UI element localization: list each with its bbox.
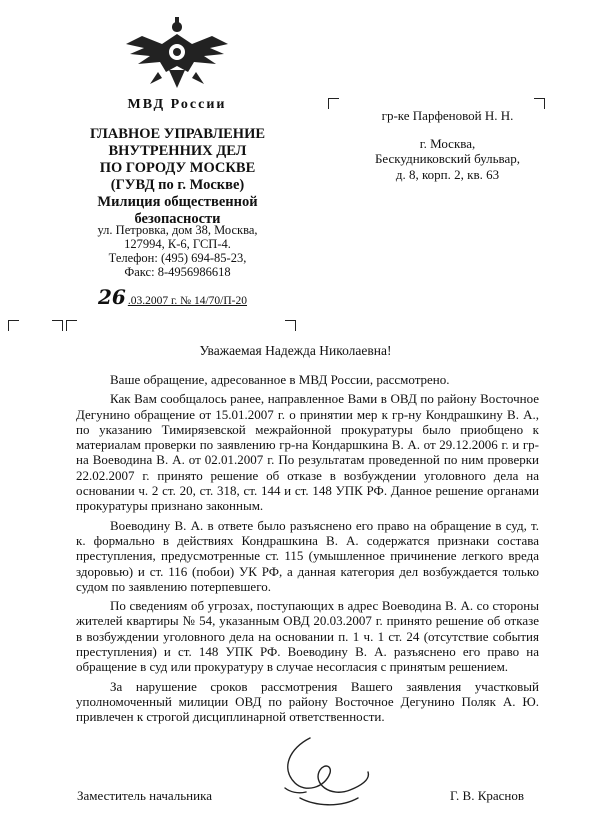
address-line: 127994, К-6, ГСП-4. (124, 237, 231, 251)
handwritten-signature (270, 728, 380, 818)
address-line: Факс: 8-4956986618 (124, 265, 231, 279)
letter-body (76, 372, 539, 725)
corner-mark-icon (8, 320, 19, 331)
paragraph: По сведениям об угрозах, поступающих в адрес Воеводина В. А. со стороны жителей квартиры № 54, указанным ОВД 20.03.2007 г. принято решение об отказе в возбуждении уголовного дела на основании п. 1 ч. 1 ст. 24 (отсутствие события преступления) и ст. 148 УПК РФ. Воеводину В. А. разъяснено его право на обращение в суд или прокуратуру в случае несогласия с принятым решением. (76, 598, 539, 675)
corner-mark-icon (66, 320, 77, 331)
eagle-emblem-icon (122, 14, 232, 94)
department-block (60, 126, 295, 228)
recipient-address-line: д. 8, корп. 2, кв. 63 (395, 166, 500, 182)
signatory-title: Заместитель начальника (77, 788, 212, 803)
department-line: ВНУТРЕННИХ ДЕЛ (108, 143, 247, 159)
handwritten-date: 26 (98, 285, 126, 309)
recipient-name: гр-ке Парфеновой Н. Н. (381, 108, 514, 123)
agency-title: МВД России (127, 97, 227, 112)
department-line: (ГУВД по г. Москве) (110, 177, 245, 193)
department-line: ПО ГОРОДУ МОСКВЕ (99, 160, 256, 176)
date-and-number: .03.2007 г. № 14/70/П-20 (127, 295, 248, 307)
paragraph: За нарушение сроков рассмотрения Вашего заявления участковый уполномоченный милиции ОВД по району Восточное Дегунино Поляк А. Ю. привлечен к строгой дисциплинарной ответственности. (76, 678, 539, 725)
salutation: Уважаемая Надежда Николаевна! (199, 343, 392, 358)
corner-mark-icon (285, 320, 296, 331)
reference-line (98, 285, 298, 309)
recipient-address-line: г. Москва, (419, 135, 476, 151)
signatory-name: Г. В. Краснов (450, 788, 525, 803)
address-line: Телефон: (495) 694-85-23, (108, 251, 247, 265)
recipient-address-line: Бескудниковский бульвар, (374, 151, 521, 166)
recipient-block (330, 108, 565, 182)
address-line: ул. Петровка, дом 38, Москва, (97, 223, 258, 237)
letterhead-address (60, 223, 295, 279)
department-line: безопасности (134, 211, 221, 227)
department-line: Милиция общественной (97, 194, 258, 210)
corner-mark-icon (52, 320, 63, 331)
paragraph: Ваше обращение, адресованное в МВД России, рассмотрено. (110, 372, 450, 387)
paragraph: Воеводину В. А. в ответе было разъяснено его право на обращение в суд, т. к. формально в действиях Кондрашкина В. А. содержатся признаки состава преступления, предусмотренные ст. 115 (умышленное причинение легкого вреда здоровью) и ст. 116 (побои) УК РФ, а данная категория дел возбуждается только судом по заявлению потерпевшего. (76, 517, 539, 594)
paragraph: Как Вам сообщалось ранее, направленное Вами в ОВД по району Восточное Дегунино обращение от 15.01.2007 г. о принятии мер к гр-ну Кондрашкину В. А., по указанию Тимирязевской межрайонной прокуратуры было приобщено к материалам проверки по заявлению гр-на Кондаршкина В. А. от 29.12.2006 г. и гр-на Воеводина В. А. от 02.01.2007 г. По результатам проведенной по ним проверки 22.02.2007 г. принято решение об отказе в возбуждении уголовного дела на основании ч. 2 ст. 20, ст. 318, ст. 144 и ст. 148 УПК РФ. Данное решение органами прокуратуры признано законным. (76, 391, 539, 514)
department-line: ГЛАВНОЕ УПРАВЛЕНИЕ (89, 126, 266, 142)
